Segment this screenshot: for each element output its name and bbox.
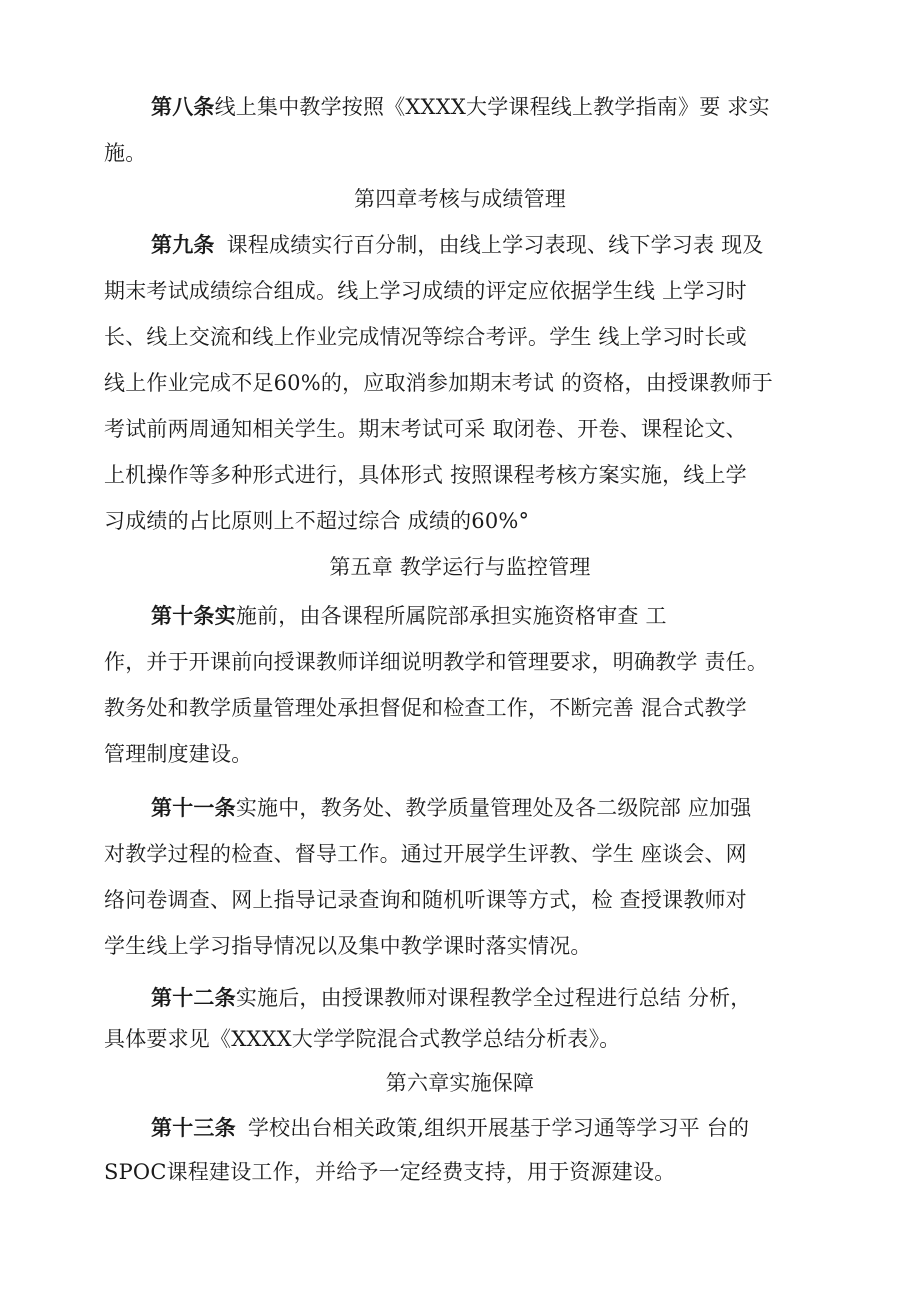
article-10-label: 第十条实: [151, 603, 236, 628]
article-9-line-2: 期末考试成绩综合组成。线上学习成绩的评定应依据学生线 上学习时: [104, 279, 747, 303]
chapter-6-heading: 第六章实施保障: [385, 1071, 535, 1095]
article-11-line-4: 学生线上学习指导情况以及集中教学课时落实情况。: [104, 934, 592, 958]
article-12-label: 第十二条: [151, 985, 236, 1010]
article-11-label: 第十一条: [151, 795, 236, 820]
article-10-text: 施前，由各课程所属院部承担实施资格审查 工: [235, 604, 667, 628]
article-13-label: 第十三条: [151, 1115, 236, 1140]
article-11-text: 实施中，教务处、教学质量管理处及各二级院部 应加强: [235, 796, 752, 820]
article-9-line-7: 习成绩的占比原则上不超过综合 成绩的60%°: [104, 509, 530, 533]
article-12-text: 实施后，由授课教师对课程教学全过程进行总结 分析，: [235, 986, 752, 1010]
article-13-text: 学校出台相关政策,组织开展基于学习通等学习平 台的: [247, 1116, 750, 1140]
article-12-line-1: [151, 983, 752, 1013]
article-9-text: 课程成绩实行百分制，由线上学习表现、线下学习表 现及: [226, 233, 764, 257]
article-11-line-1: [151, 793, 752, 823]
article-10-line-2: 作，并于开课前向授课教师详细说明教学和管理要求，明确教学 责任。: [104, 650, 769, 674]
article-10-line-3: 教务处和教学质量管理处承担督促和检查工作，不断完善 混合式教学: [104, 696, 747, 720]
article-9-line-3: 长、线上交流和线上作业完成情况等综合考评。学生 线上学习时长或: [104, 325, 747, 349]
article-8-line-1: [151, 92, 770, 122]
article-9-line-5: 考试前两周通知相关学生。期末考试可采 取闭卷、开卷、课程论文、: [104, 417, 747, 441]
article-9-line-4: 线上作业完成不足60%的，应取消参加期末考试 的资格，由授课教师于: [104, 371, 773, 395]
article-8-label: 第八条: [151, 94, 215, 119]
article-11-line-2: 对教学过程的检查、督导工作。通过开展学生评教、学生 座谈会、网: [104, 842, 747, 866]
article-8-line-2: 施。: [104, 141, 147, 165]
article-12-line-2: 具体要求见《XXXX大学学院混合式教学总结分析表》。: [104, 1027, 621, 1051]
article-9-label: 第九条: [151, 232, 215, 257]
article-11-line-3: 络问卷调查、网上指导记录查询和随机听课等方式，检 查授课教师对: [104, 888, 747, 912]
article-8-text: 线上集中教学按照《XXXX大学课程线上教学指南》要 求实: [214, 95, 770, 119]
article-10-line-1: [151, 601, 667, 631]
article-9-line-6: 上机操作等多种形式进行，具体形式 按照课程考核方案实施，线上学: [104, 463, 747, 487]
article-13-line-1: [151, 1113, 749, 1143]
article-13-line-2: SPOC课程建设工作，并给予一定经费支持，用于资源建设。: [104, 1160, 676, 1184]
article-10-line-4: 管理制度建设。: [104, 742, 253, 766]
article-9-line-1: [151, 230, 763, 260]
chapter-4-heading: 第四章考核与成绩管理: [354, 187, 566, 211]
chapter-5-heading: 第五章 教学运行与监控管理: [329, 555, 591, 579]
